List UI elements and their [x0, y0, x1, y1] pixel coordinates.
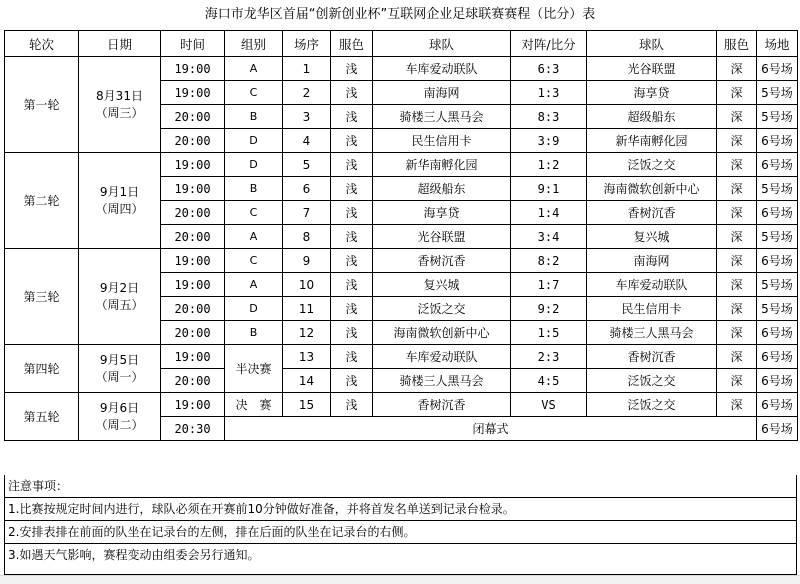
match-no-cell[interactable]: 10 — [283, 273, 331, 297]
field-cell[interactable]: 6号场 — [757, 57, 798, 81]
stage-cell[interactable]: 半决赛 — [225, 345, 283, 393]
team-cell[interactable]: 新华南孵化园 — [587, 129, 717, 153]
field-cell[interactable]: 6号场 — [757, 417, 798, 441]
field-cell[interactable]: 6号场 — [757, 393, 798, 417]
color-cell[interactable]: 深 — [717, 81, 757, 105]
match-no-cell[interactable]: 5 — [283, 153, 331, 177]
color-cell[interactable]: 浅 — [331, 81, 373, 105]
team-cell[interactable]: 南海网 — [373, 81, 511, 105]
score-cell[interactable]: 1:4 — [511, 201, 587, 225]
time-cell[interactable]: 20:00 — [161, 105, 225, 129]
match-no-cell[interactable]: 15 — [283, 393, 331, 417]
team-cell[interactable]: 骑楼三人黑马会 — [587, 321, 717, 345]
group-cell[interactable]: D — [225, 129, 283, 153]
table-row — [5, 345, 798, 369]
color-cell[interactable]: 深 — [717, 393, 757, 417]
color-cell[interactable]: 深 — [717, 201, 757, 225]
color-cell[interactable]: 浅 — [331, 345, 373, 369]
field-cell[interactable]: 6号场 — [757, 321, 798, 345]
schedule-table — [4, 30, 798, 441]
note-item: 1.比赛按规定时间内进行，球队必须在开赛前10分钟做好准备，并将首发名单送到记录台检录。 — [4, 498, 797, 521]
color-cell[interactable]: 深 — [717, 321, 757, 345]
group-cell[interactable]: B — [225, 177, 283, 201]
weekday-text: （周三） — [95, 105, 144, 120]
score-cell[interactable]: 3:4 — [511, 225, 587, 249]
match-no-cell[interactable]: 4 — [283, 129, 331, 153]
color-cell[interactable]: 深 — [717, 105, 757, 129]
color-cell[interactable]: 浅 — [331, 321, 373, 345]
match-no-cell[interactable]: 2 — [283, 81, 331, 105]
date-cell[interactable] — [79, 249, 161, 345]
color-cell[interactable]: 浅 — [331, 249, 373, 273]
score-cell[interactable]: 1:2 — [511, 153, 587, 177]
color-cell[interactable]: 深 — [717, 249, 757, 273]
color-cell[interactable]: 深 — [717, 129, 757, 153]
score-cell[interactable]: 1:3 — [511, 81, 587, 105]
weekday-text: （周一） — [95, 369, 144, 384]
field-cell[interactable]: 5号场 — [757, 273, 798, 297]
group-cell[interactable]: C — [225, 201, 283, 225]
color-cell[interactable]: 浅 — [331, 297, 373, 321]
team-cell[interactable]: 光谷联盟 — [587, 57, 717, 81]
team-cell[interactable]: 骑楼三人黑马会 — [373, 369, 511, 393]
field-cell[interactable]: 5号场 — [757, 81, 798, 105]
time-cell[interactable]: 20:00 — [161, 201, 225, 225]
color-cell[interactable]: 浅 — [331, 177, 373, 201]
time-cell[interactable]: 20:00 — [161, 129, 225, 153]
field-cell[interactable]: 6号场 — [757, 201, 798, 225]
time-cell[interactable]: 19:00 — [161, 273, 225, 297]
group-cell[interactable]: B — [225, 105, 283, 129]
time-cell[interactable]: 20:30 — [161, 417, 225, 441]
round-cell[interactable]: 第二轮 — [5, 153, 79, 249]
time-cell[interactable]: 20:00 — [161, 225, 225, 249]
date-cell[interactable] — [79, 153, 161, 249]
time-cell[interactable]: 19:00 — [161, 81, 225, 105]
time-cell[interactable]: 20:00 — [161, 297, 225, 321]
group-cell[interactable]: D — [225, 297, 283, 321]
header-cell-team: 球队 — [373, 31, 511, 57]
field-cell[interactable]: 6号场 — [757, 153, 798, 177]
field-cell[interactable]: 6号场 — [757, 129, 798, 153]
team-cell[interactable]: 海南微软创新中心 — [587, 177, 717, 201]
note-item: 3.如遇天气影响，赛程变动由组委会另行通知。 — [4, 544, 797, 575]
header-cell-date: 日期 — [79, 31, 161, 57]
header-cell-match-no: 场序 — [283, 31, 331, 57]
match-no-cell[interactable]: 6 — [283, 177, 331, 201]
date-text: 9月6日 — [99, 400, 140, 415]
team-cell[interactable]: 泛饭之交 — [373, 297, 511, 321]
table-row — [5, 249, 798, 273]
team-cell[interactable]: 超级船东 — [373, 177, 511, 201]
team-cell[interactable]: 香树沉香 — [373, 249, 511, 273]
notes-heading: 注意事项： — [4, 475, 797, 498]
match-no-cell[interactable]: 1 — [283, 57, 331, 81]
field-cell[interactable]: 5号场 — [757, 105, 798, 129]
header-row — [5, 31, 798, 57]
color-cell[interactable]: 浅 — [331, 225, 373, 249]
header-cell-field: 场地 — [757, 31, 798, 57]
group-cell[interactable]: C — [225, 81, 283, 105]
header-cell-team: 球队 — [587, 31, 717, 57]
color-cell[interactable]: 深 — [717, 177, 757, 201]
date-text: 9月1日 — [99, 184, 140, 199]
team-cell[interactable]: 香树沉香 — [587, 201, 717, 225]
time-cell[interactable]: 19:00 — [161, 345, 225, 369]
team-cell[interactable]: 香树沉香 — [587, 345, 717, 369]
color-cell[interactable]: 深 — [717, 57, 757, 81]
round-cell[interactable]: 第一轮 — [5, 57, 79, 153]
time-cell[interactable]: 19:00 — [161, 177, 225, 201]
color-cell[interactable]: 浅 — [331, 153, 373, 177]
header-cell-time: 时间 — [161, 31, 225, 57]
team-cell[interactable]: 泛饭之交 — [587, 393, 717, 417]
team-cell[interactable]: 民生信用卡 — [587, 297, 717, 321]
match-no-cell[interactable]: 12 — [283, 321, 331, 345]
team-cell[interactable]: 泛饭之交 — [587, 369, 717, 393]
color-cell[interactable]: 深 — [717, 369, 757, 393]
group-cell[interactable]: A — [225, 225, 283, 249]
score-cell[interactable]: 2:3 — [511, 345, 587, 369]
color-cell[interactable]: 深 — [717, 297, 757, 321]
color-cell[interactable]: 深 — [717, 153, 757, 177]
color-cell[interactable]: 浅 — [331, 129, 373, 153]
color-cell[interactable]: 深 — [717, 225, 757, 249]
score-cell[interactable]: VS — [511, 393, 587, 417]
score-cell[interactable]: 1:7 — [511, 273, 587, 297]
match-no-cell[interactable]: 14 — [283, 369, 331, 393]
table-row — [5, 153, 798, 177]
field-cell[interactable]: 5号场 — [757, 297, 798, 321]
weekday-text: （周五） — [95, 297, 144, 312]
stage-cell[interactable]: 决 赛 — [225, 393, 283, 417]
team-cell[interactable]: 复兴城 — [373, 273, 511, 297]
team-cell[interactable]: 泛饭之交 — [587, 153, 717, 177]
field-cell[interactable]: 6号场 — [757, 369, 798, 393]
round-cell[interactable]: 第三轮 — [5, 249, 79, 345]
match-no-cell[interactable]: 8 — [283, 225, 331, 249]
round-cell[interactable]: 第五轮 — [5, 393, 79, 441]
group-cell[interactable]: A — [225, 57, 283, 81]
team-cell[interactable]: 复兴城 — [587, 225, 717, 249]
color-cell[interactable]: 浅 — [331, 273, 373, 297]
header-cell-round: 轮次 — [5, 31, 79, 57]
team-cell[interactable]: 海享贷 — [373, 201, 511, 225]
team-cell[interactable]: 车库爱动联队 — [587, 273, 717, 297]
match-no-cell[interactable]: 7 — [283, 201, 331, 225]
match-no-cell[interactable]: 11 — [283, 297, 331, 321]
color-cell[interactable]: 深 — [717, 273, 757, 297]
color-cell[interactable]: 浅 — [331, 201, 373, 225]
team-cell[interactable]: 光谷联盟 — [373, 225, 511, 249]
score-cell[interactable]: 9:1 — [511, 177, 587, 201]
match-no-cell[interactable]: 13 — [283, 345, 331, 369]
header-cell-group: 组别 — [225, 31, 283, 57]
score-cell[interactable]: 8:3 — [511, 105, 587, 129]
header-cell-color: 服色 — [331, 31, 373, 57]
field-cell[interactable]: 6号场 — [757, 249, 798, 273]
group-cell[interactable]: C — [225, 249, 283, 273]
date-cell[interactable] — [79, 393, 161, 441]
team-cell[interactable]: 香树沉香 — [373, 393, 511, 417]
team-cell[interactable]: 海南微软创新中心 — [373, 321, 511, 345]
date-text: 8月31日 — [96, 88, 143, 103]
team-cell[interactable]: 南海网 — [587, 249, 717, 273]
group-cell[interactable]: D — [225, 153, 283, 177]
team-cell[interactable]: 车库爱动联队 — [373, 57, 511, 81]
score-cell[interactable]: 4:5 — [511, 369, 587, 393]
team-cell[interactable]: 新华南孵化园 — [373, 153, 511, 177]
time-cell[interactable]: 20:00 — [161, 321, 225, 345]
team-cell[interactable]: 海享贷 — [587, 81, 717, 105]
score-cell[interactable]: 9:2 — [511, 297, 587, 321]
note-item: 2.安排表排在前面的队坐在记录台的左侧，排在后面的队坐在记录台的右侧。 — [4, 521, 797, 544]
score-cell[interactable]: 8:2 — [511, 249, 587, 273]
score-cell[interactable]: 3:9 — [511, 129, 587, 153]
weekday-text: （周二） — [95, 417, 144, 432]
table-row — [5, 393, 798, 417]
score-cell[interactable]: 1:5 — [511, 321, 587, 345]
header-cell-score: 对阵/比分 — [511, 31, 587, 57]
field-cell[interactable]: 6号场 — [757, 345, 798, 369]
field-cell[interactable]: 5号场 — [757, 177, 798, 201]
team-cell[interactable]: 民生信用卡 — [373, 129, 511, 153]
time-cell[interactable]: 19:00 — [161, 393, 225, 417]
color-cell[interactable]: 浅 — [331, 393, 373, 417]
color-cell[interactable]: 深 — [717, 345, 757, 369]
score-cell[interactable]: 6:3 — [511, 57, 587, 81]
notes-section — [4, 475, 797, 575]
date-cell[interactable] — [79, 57, 161, 153]
weekday-text: （周四） — [95, 201, 144, 216]
team-cell[interactable]: 骑楼三人黑马会 — [373, 105, 511, 129]
round-cell[interactable]: 第四轮 — [5, 345, 79, 393]
table-row — [5, 57, 798, 81]
date-cell[interactable] — [79, 345, 161, 393]
group-cell[interactable]: A — [225, 273, 283, 297]
team-cell[interactable]: 车库爱动联队 — [373, 345, 511, 369]
color-cell[interactable]: 浅 — [331, 105, 373, 129]
time-cell[interactable]: 19:00 — [161, 249, 225, 273]
match-no-cell[interactable]: 9 — [283, 249, 331, 273]
team-cell[interactable]: 超级船东 — [587, 105, 717, 129]
time-cell[interactable]: 19:00 — [161, 57, 225, 81]
header-cell-color: 服色 — [717, 31, 757, 57]
date-text: 9月5日 — [99, 352, 140, 367]
page-title: 海口市龙华区首届“创新创业杯”互联网企业足球联赛赛程（比分）表 — [204, 7, 596, 22]
closing-ceremony-cell[interactable]: 闭幕式 — [225, 417, 757, 441]
time-cell[interactable]: 19:00 — [161, 153, 225, 177]
date-text: 9月2日 — [99, 280, 140, 295]
field-cell[interactable]: 5号场 — [757, 225, 798, 249]
time-cell[interactable]: 20:00 — [161, 369, 225, 393]
group-cell[interactable]: B — [225, 321, 283, 345]
match-no-cell[interactable]: 3 — [283, 105, 331, 129]
color-cell[interactable]: 浅 — [331, 57, 373, 81]
color-cell[interactable]: 浅 — [331, 369, 373, 393]
